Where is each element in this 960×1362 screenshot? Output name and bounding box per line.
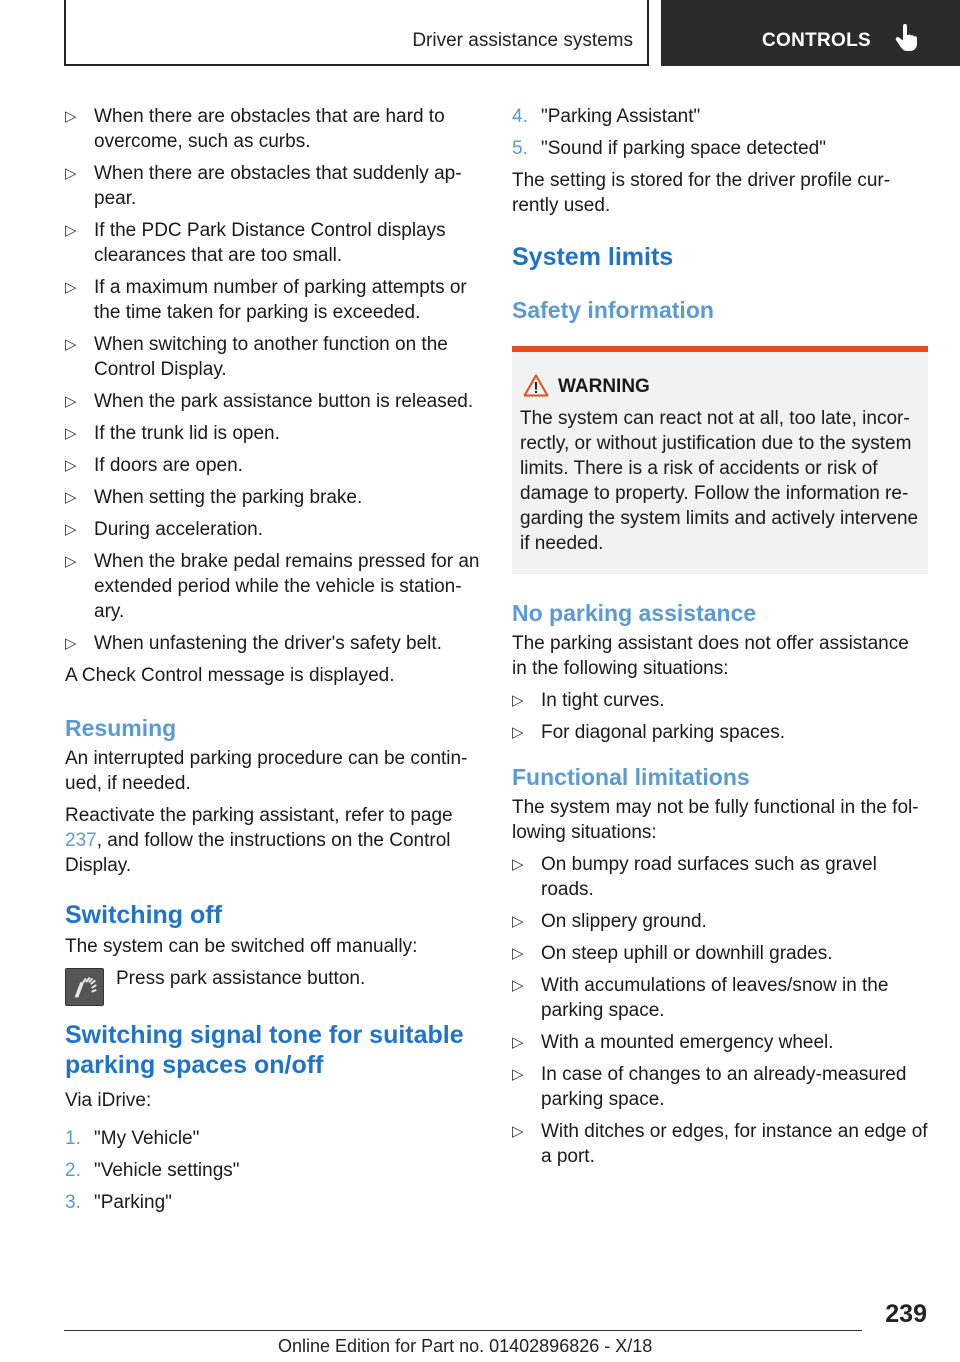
list-item: ▷ With accumulations of leaves/snow in the parking space. [512, 975, 889, 1021]
list-item: 5. "Sound if parking space detected" [512, 138, 826, 159]
list-item: ▷ During acceleration. [65, 519, 263, 540]
bullet-triangle-icon: ▷ [65, 393, 77, 410]
list-item: ▷ When there are obstacles that suddenly ap‐pear. [65, 163, 462, 209]
list-item: ▷ When switching to another function on the Control Display. [65, 334, 448, 380]
bullet-triangle-icon: ▷ [512, 856, 524, 873]
list-item: 2. "Vehicle settings" [65, 1160, 240, 1181]
bullet-triangle-icon: ▷ [512, 913, 524, 930]
header-section-box [64, 0, 649, 66]
list-item: ▷ On slippery ground. [512, 911, 707, 932]
bullet-triangle-icon: ▷ [65, 336, 77, 353]
functional-limitations-heading: Functional limitations [512, 764, 750, 790]
bullet-triangle-icon: ▷ [512, 1066, 524, 1083]
list-item: ▷ For diagonal parking spaces. [512, 722, 785, 743]
list-item: ▷ If the trunk lid is open. [65, 423, 280, 444]
left-column [65, 104, 480, 1222]
switching-off-heading: Switching off [65, 901, 222, 929]
bullet-triangle-icon: ▷ [65, 489, 77, 506]
resuming-text: An interrupted parking procedure can be contin‐ued, if needed. [65, 748, 468, 794]
footer-divider [64, 1330, 862, 1331]
bullet-triangle-icon: ▷ [65, 635, 77, 652]
bullet-triangle-icon: ▷ [65, 222, 77, 239]
warning-box [512, 346, 928, 574]
no-parking-assistance-list [512, 688, 928, 745]
bullet-triangle-icon: ▷ [512, 692, 524, 709]
list-item: 4. "Parking Assistant" [512, 106, 701, 127]
list-item: ▷ If a maximum number of parking attempts or the time taken for parking is exceeded. [65, 277, 467, 323]
bullet-triangle-icon: ▷ [65, 521, 77, 538]
right-column [512, 104, 928, 1176]
header-controls-label: CONTROLS [762, 30, 872, 51]
functional-limitations-text: The system may not be fully functional in the fol‐lowing situations: [512, 797, 919, 843]
no-parking-assistance-text: The parking assistant does not offer assistance in the following situations: [512, 633, 909, 679]
page-reference-link[interactable]: 237 [65, 830, 97, 851]
list-item: ▷ In tight curves. [512, 690, 665, 711]
list-item: ▷ With ditches or edges, for instance an edge of a port. [512, 1121, 928, 1167]
bullet-triangle-icon: ▷ [65, 279, 77, 296]
bullet-triangle-icon: ▷ [65, 553, 77, 570]
page-number: 239 [885, 1300, 927, 1328]
abort-conditions-list [65, 104, 480, 656]
signal-tone-heading: Switching signal tone for suitable parking spaces on/off [65, 1021, 464, 1079]
warning-triangle-icon [523, 374, 549, 397]
list-item: 1. "My Vehicle" [65, 1128, 200, 1149]
bullet-triangle-icon: ▷ [65, 425, 77, 442]
list-item: ▷ When the park assistance button is released. [65, 391, 474, 412]
switching-off-text: The system can be switched off manually: [65, 936, 418, 957]
bullet-triangle-icon: ▷ [65, 165, 77, 182]
list-item: ▷ When unfastening the driver's safety belt. [65, 633, 442, 654]
bullet-triangle-icon: ▷ [65, 457, 77, 474]
resuming-heading: Resuming [65, 715, 177, 741]
pointing-hand-icon [895, 24, 919, 52]
system-limits-heading: System limits [512, 243, 674, 271]
idrive-steps-list-continued [512, 104, 928, 161]
list-item: ▷ When the brake pedal remains pressed for an extended period while the vehicle is station‐ary. [65, 551, 480, 622]
press-button-text: Press park assistance button. [116, 968, 366, 989]
list-item: ▷ With a mounted emergency wheel. [512, 1032, 834, 1053]
functional-limitations-list [512, 852, 928, 1169]
no-parking-assistance-heading: No parking assistance [512, 600, 757, 626]
park-assistance-button-icon [65, 968, 104, 1006]
warning-text: The system can react not at all, too late, incor‐rectly, or without justification due to the system limits. There is a risk of accidents or risk of damage to property. Follow the information re‐garding the system limits and actively intervene if needed. [520, 408, 919, 554]
header-controls-box [661, 0, 960, 66]
bullet-triangle-icon: ▷ [512, 1034, 524, 1051]
bullet-triangle-icon: ▷ [512, 724, 524, 741]
reactivate-text: Reactivate the parking assistant, refer to page 237, and follow the instructions on the Control Display. [65, 805, 453, 876]
bullet-triangle-icon: ▷ [512, 977, 524, 994]
bullet-triangle-icon: ▷ [512, 945, 524, 962]
bullet-triangle-icon: ▷ [512, 1123, 524, 1140]
header-section-title: Driver assistance systems [412, 30, 633, 51]
bullet-triangle-icon: ▷ [65, 108, 77, 125]
list-item: ▷ In case of changes to an already-measured parking space. [512, 1064, 907, 1110]
stored-setting-text: The setting is stored for the driver profile cur‐rently used. [512, 170, 891, 216]
list-item: ▷ If doors are open. [65, 455, 243, 476]
list-item: ▷ When there are obstacles that are hard to overcome, such as curbs. [65, 106, 445, 152]
idrive-steps-list [65, 1126, 480, 1215]
list-item: ▷ When setting the parking brake. [65, 487, 363, 508]
park-assistance-button-row [65, 966, 480, 1016]
safety-information-heading: Safety information [512, 297, 714, 323]
list-item: ▷ On bumpy road surfaces such as gravel roads. [512, 854, 877, 900]
page-header [0, 0, 960, 66]
check-control-text: A Check Control message is displayed. [65, 665, 395, 686]
edition-text: Online Edition for Part no. 01402896826 - X/18 [278, 1336, 653, 1356]
list-item: ▷ On steep uphill or downhill grades. [512, 943, 833, 964]
warning-title: WARNING [520, 374, 920, 399]
list-item: ▷ If the PDC Park Distance Control displays clearances that are too small. [65, 220, 446, 266]
list-item: 3. "Parking" [65, 1192, 172, 1213]
via-idrive-text: Via iDrive: [65, 1090, 152, 1111]
